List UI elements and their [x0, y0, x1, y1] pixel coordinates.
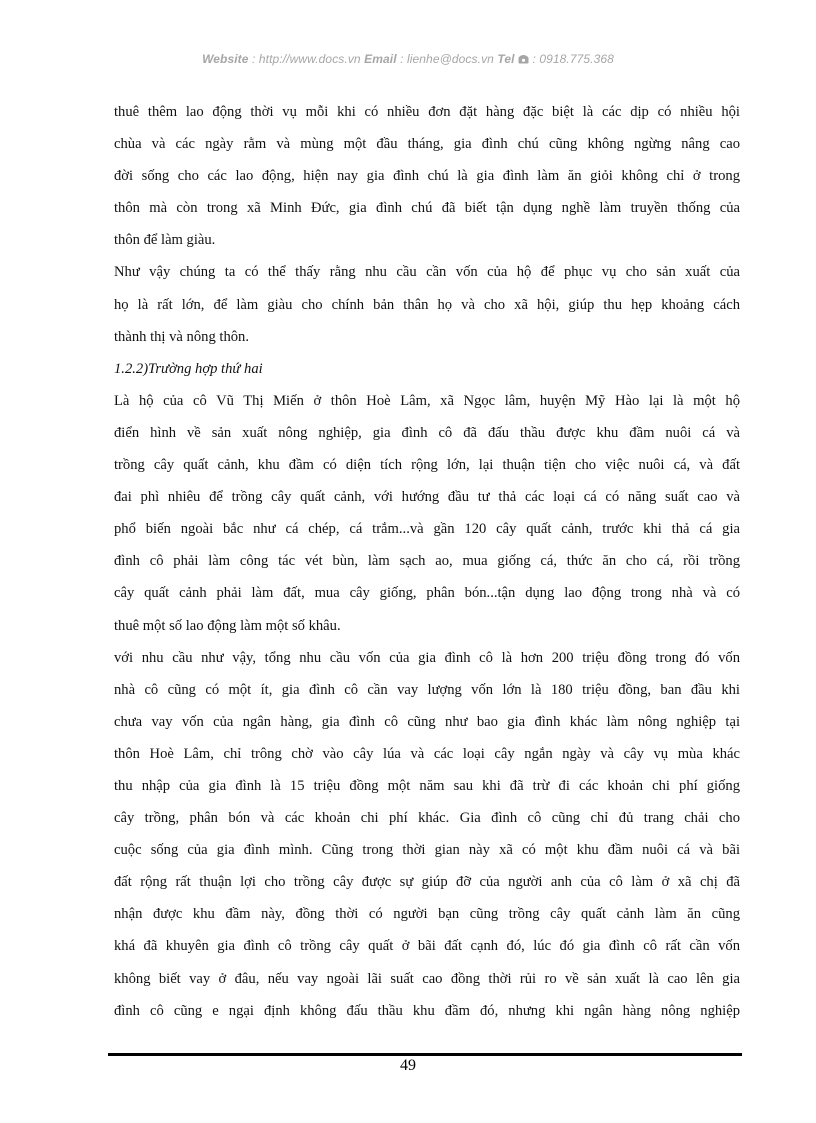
- page-header: [0, 52, 816, 67]
- email-label: Email: [364, 52, 397, 66]
- body-line: đình cô cũng e ngại định không đấu thầu khu đầm đó, nhưng khi ngân hàng nông nghiệp: [114, 1002, 740, 1019]
- body-line: đất rộng rất thuận lợi cho trồng cây được sự giúp đỡ của người anh của cô làm ở xã chị đã: [114, 874, 740, 891]
- telephone-icon: [518, 53, 529, 67]
- body-line: thu nhập của gia đình là 15 triệu đồng một năm sau khi đã trừ đi các khoản chi phí giống: [114, 777, 740, 794]
- footer-divider: [108, 1053, 742, 1056]
- tel-label: Tel: [497, 52, 515, 66]
- body-line: phổ biến ngoài bắc như cá chép, cá trắm...và gần 120 cây quất cảnh, trước khi thả cá gia: [114, 521, 740, 538]
- page-number: 49: [400, 1057, 416, 1074]
- website-label: Website: [202, 52, 249, 66]
- body-line: nhà cô cũng có một ít, gia đình cô cần vay lượng vốn lớn là 180 triệu đồng, ban đầu khi: [114, 681, 740, 698]
- body-line: họ là rất lớn, để làm giàu cho chính bản thân họ và cho xã hội, giúp thu hẹp khoảng cách: [114, 296, 740, 313]
- body-line: thành thị và nông thôn.: [114, 328, 249, 345]
- body-line: với nhu cầu như vậy, tổng nhu cầu vốn của gia đình cô là hơn 200 triệu đồng trong đó vốn: [114, 649, 740, 666]
- body-line: không biết vay ở đâu, nếu vay ngoài lãi suất cao đồng thời rủi ro về sản xuất là cao lên gia: [114, 970, 740, 987]
- body-line: đời sống cho các lao động, hiện nay gia đình chú là gia đình làm ăn giỏi không chỉ ở trong: [114, 168, 740, 185]
- section-heading: 1.2.2)Trường hợp thứ hai: [114, 360, 263, 377]
- email-address: : lienhe@docs.vn: [396, 52, 498, 66]
- body-line: cây trồng, phân bón và các khoản chi phí khác. Gia đình cô cũng chỉ đủ trang chải cho: [114, 810, 740, 827]
- body-line: thôn mà còn trong xã Minh Đức, gia đình chú đã biết tận dụng nghề làm truyền thống của: [114, 200, 740, 217]
- body-line: chưa vay vốn của ngân hàng, gia đình cô cũng như bao gia đình khác làm nông nghiệp tại: [114, 713, 740, 730]
- body-line: điển hình về sản xuất nông nghiệp, gia đình cô đã đấu thầu được khu đầm nuôi cá và: [114, 424, 740, 441]
- body-line: cây quất cảnh phải làm đất, mua cây giống, phân bón...tận dụng lao động trong nhà và có: [114, 585, 740, 602]
- document-body: [114, 96, 740, 1027]
- body-line: chùa và các ngày rằm và mùng một đầu tháng, gia đình chú cũng không ngừng nâng cao: [114, 136, 740, 153]
- body-line: nhận được khu đầm này, đồng thời có người bạn cũng trồng cây quất cảnh làm ăn cũng: [114, 906, 740, 923]
- body-line: cuộc sống của gia đình mình. Cũng trong thời gian này xã có một khu đầm nuôi cá và bãi: [114, 842, 740, 859]
- body-line: Là hộ của cô Vũ Thị Miến ở thôn Hoè Lâm, xã Ngọc lâm, huyện Mỹ Hào lại là một hộ: [114, 392, 740, 409]
- body-line: thôn để làm giàu.: [114, 232, 216, 249]
- body-line: đai phì nhiêu để trồng cây quất cảnh, với hướng đầu tư thả các loại cá có năng suất cao và: [114, 489, 740, 506]
- body-line: đình cô phải làm công tác vét bùn, làm sạch ao, mua giống cá, thức ăn cho cá, rồi trồng: [114, 553, 740, 570]
- website-url: : http://www.docs.vn: [248, 52, 365, 66]
- body-line: khá đã khuyên gia đình cô trồng cây quất ở bãi đất cạnh đó, lúc đó gia đình cô rất cần vốn: [114, 938, 740, 955]
- body-line: thuê thêm lao động thời vụ mỗi khi có nhiều đơn đặt hàng đặc biệt là các dịp có nhiều hội: [114, 104, 740, 120]
- body-line: thuê một số lao động làm một số khâu.: [114, 617, 341, 634]
- tel-number: : 0918.775.368: [529, 52, 614, 66]
- body-line: trồng cây quất cảnh, khu đầm có diện tích rộng lớn, lại thuận tiện cho việc nuôi cá, và đất: [114, 457, 740, 474]
- body-line: Như vậy chúng ta có thể thấy rằng nhu cầu cần vốn của hộ để phục vụ cho sản xuất của: [114, 264, 740, 281]
- body-line: thôn Hoè Lâm, chỉ trông chờ vào cây lúa và các loại cây ngắn ngày và cây vụ mùa khác: [114, 745, 740, 762]
